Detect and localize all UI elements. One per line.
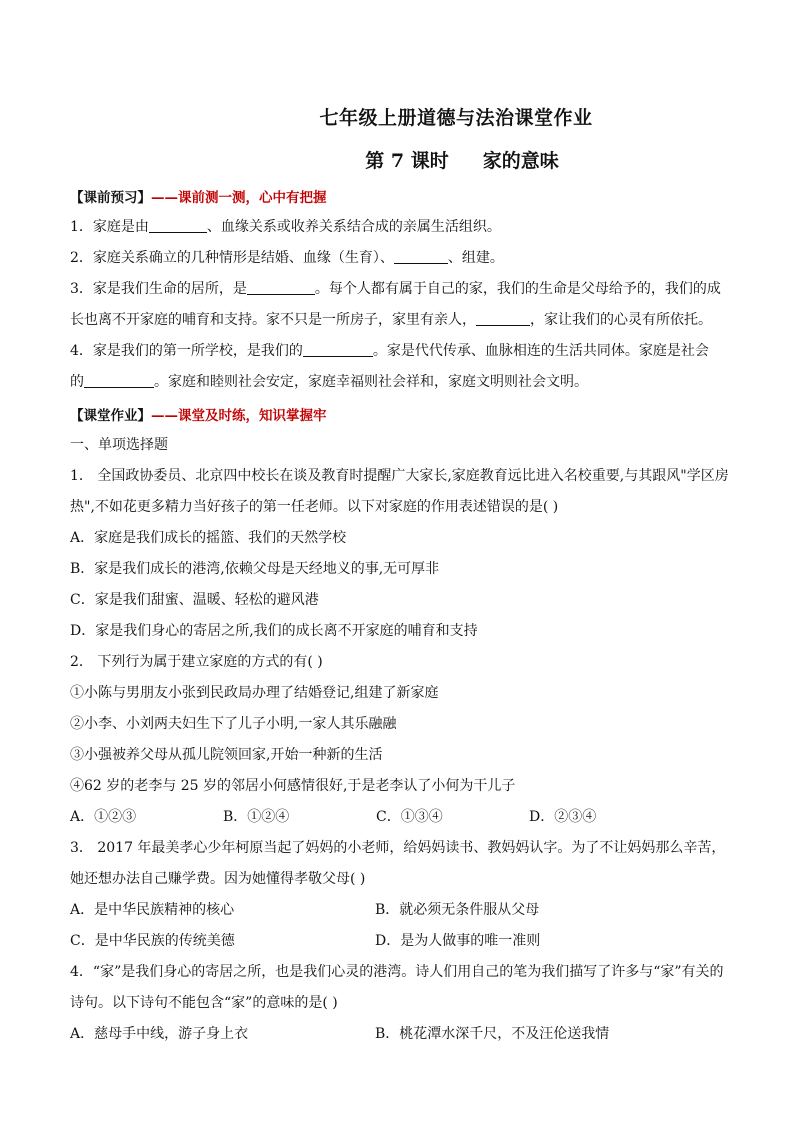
question-1-stem-cont: 热",不如花更多精力当好孩子的第一任老师。以下对家庭的作用表述错误的是( ) <box>70 499 559 515</box>
question-4-stem: 4．“家”是我们身心的寄居之所，也是我们心灵的港湾。诗人们用自己的笔为我们描写了许多与“家”有关的 <box>70 964 724 980</box>
q2-option-c[interactable]: C．①③④ <box>376 809 443 825</box>
lesson-name: 家的意味 <box>482 150 559 172</box>
fill-blank-item: 长也离不开家庭的哺育和支持。家不只是一所房子，家里有亲人， ，家让我们的心灵有所依托。 <box>70 305 730 336</box>
lesson-number: 第 7 课时 <box>365 150 449 172</box>
fill-blank-item: 4．家是我们的第一所学校，是我们的 。家是代代传承、血脉相连的生活共同体。家庭是社会 <box>70 336 730 367</box>
classwork-tag: 【课堂作业】 <box>70 408 151 424</box>
worksheet-content <box>70 184 730 1050</box>
q3-option-b[interactable]: B．就必须无条件服从父母 <box>375 902 540 918</box>
classwork-slogan: ——课堂及时练，知识掌握牢 <box>151 408 327 424</box>
q3-option-d[interactable]: D．是为人做事的唯一准则 <box>375 933 541 949</box>
q2-statement-3: ③小强被养父母从孤儿院领回家,开始一种新的生活 <box>70 747 383 763</box>
q2-options-row <box>70 802 730 833</box>
classwork-section-header <box>70 402 730 430</box>
fill-blank-item: 的 。家庭和睦则社会安定，家庭幸福则社会祥和，家庭文明则社会文明。 <box>70 367 730 398</box>
q3-option-a[interactable]: A．是中华民族精神的核心 <box>70 902 235 918</box>
question-3-stem: 3． 2017 年最美孝心少年柯原当起了妈妈的小老师，给妈妈读书、教妈妈认字。为了不让妈妈那么辛苦， <box>70 840 726 856</box>
answer-blank[interactable] <box>394 247 448 264</box>
fill-blank-item: 3．家是我们生命的居所，是 。每个人都有属于自己的家，我们的生命是父母给予的，我们的成 <box>70 274 730 305</box>
question-3-stem-cont: 她还想办法自己赚学费。因为她懂得孝敬父母( ) <box>70 871 366 887</box>
q2-option-d[interactable]: D．②③④ <box>529 809 597 825</box>
question-2-stem: 2． 下列行为属于建立家庭的方式的有( ) <box>70 654 323 670</box>
q2-statement-1: ①小陈与男朋友小张到民政局办理了结婚登记,组建了新家庭 <box>70 685 439 701</box>
q4-option-a[interactable]: A．慈母手中线，游子身上衣 <box>70 1026 249 1042</box>
q1-option-d[interactable]: D．家是我们身心的寄居之所,我们的成长离不开家庭的哺育和支持 <box>70 623 478 639</box>
q2-option-a[interactable]: A．①②③ <box>70 809 137 825</box>
q2-statement-4: ④62 岁的老李与 25 岁的邻居小何感情很好,于是老李认了小何为干儿子 <box>70 778 516 794</box>
q3-options-row-2 <box>70 926 730 957</box>
q3-option-c[interactable]: C．是中华民族的传统美德 <box>70 933 235 949</box>
answer-blank[interactable] <box>84 371 154 388</box>
question-4-stem-cont: 诗句。以下诗句不能包含“家”的意味的是( ) <box>70 995 338 1011</box>
q3-options-row-1 <box>70 895 730 926</box>
q2-statement-2: ②小李、小刘两夫妇生下了儿子小明,一家人其乐融融 <box>70 716 397 732</box>
q2-option-b[interactable]: B．①②④ <box>223 809 290 825</box>
preview-slogan: ——课前测一测，心中有把握 <box>151 190 327 206</box>
q4-option-b[interactable]: B．桃花潭水深千尺，不及汪伦送我情 <box>375 1026 610 1042</box>
preview-tag: 【课前预习】 <box>70 190 151 206</box>
answer-blank[interactable] <box>149 216 207 233</box>
answer-blank[interactable] <box>303 340 373 357</box>
answer-blank[interactable] <box>476 309 530 326</box>
fill-blank-item: 2．家庭关系确立的几种情形是结婚、血缘（生育）、 、组建。 <box>70 243 730 274</box>
preview-section-header <box>70 184 730 212</box>
part-title: 一、单项选择题 <box>70 437 168 453</box>
q1-option-c[interactable]: C．家是我们甜蜜、温暖、轻松的避风港 <box>70 592 319 608</box>
lesson-subtitle <box>0 146 794 173</box>
answer-blank[interactable] <box>247 278 315 295</box>
q4-options-row-1 <box>70 1019 730 1050</box>
page-title: 七年级上册道德与法治课堂作业 <box>319 107 593 129</box>
q1-option-a[interactable]: A．家庭是我们成长的摇篮、我们的天然学校 <box>70 530 347 546</box>
question-1-stem: 1． 全国政协委员、北京四中校长在谈及教育时提醒广大家长,家庭教育远比进入名校重要,与其跟风"学区房 <box>70 468 729 484</box>
fill-blank-item: 1．家庭是由 、血缘关系或收养关系结合成的亲属生活组织。 <box>70 212 730 243</box>
q1-option-b[interactable]: B．家是我们成长的港湾,依赖父母是天经地义的事,无可厚非 <box>70 561 440 577</box>
